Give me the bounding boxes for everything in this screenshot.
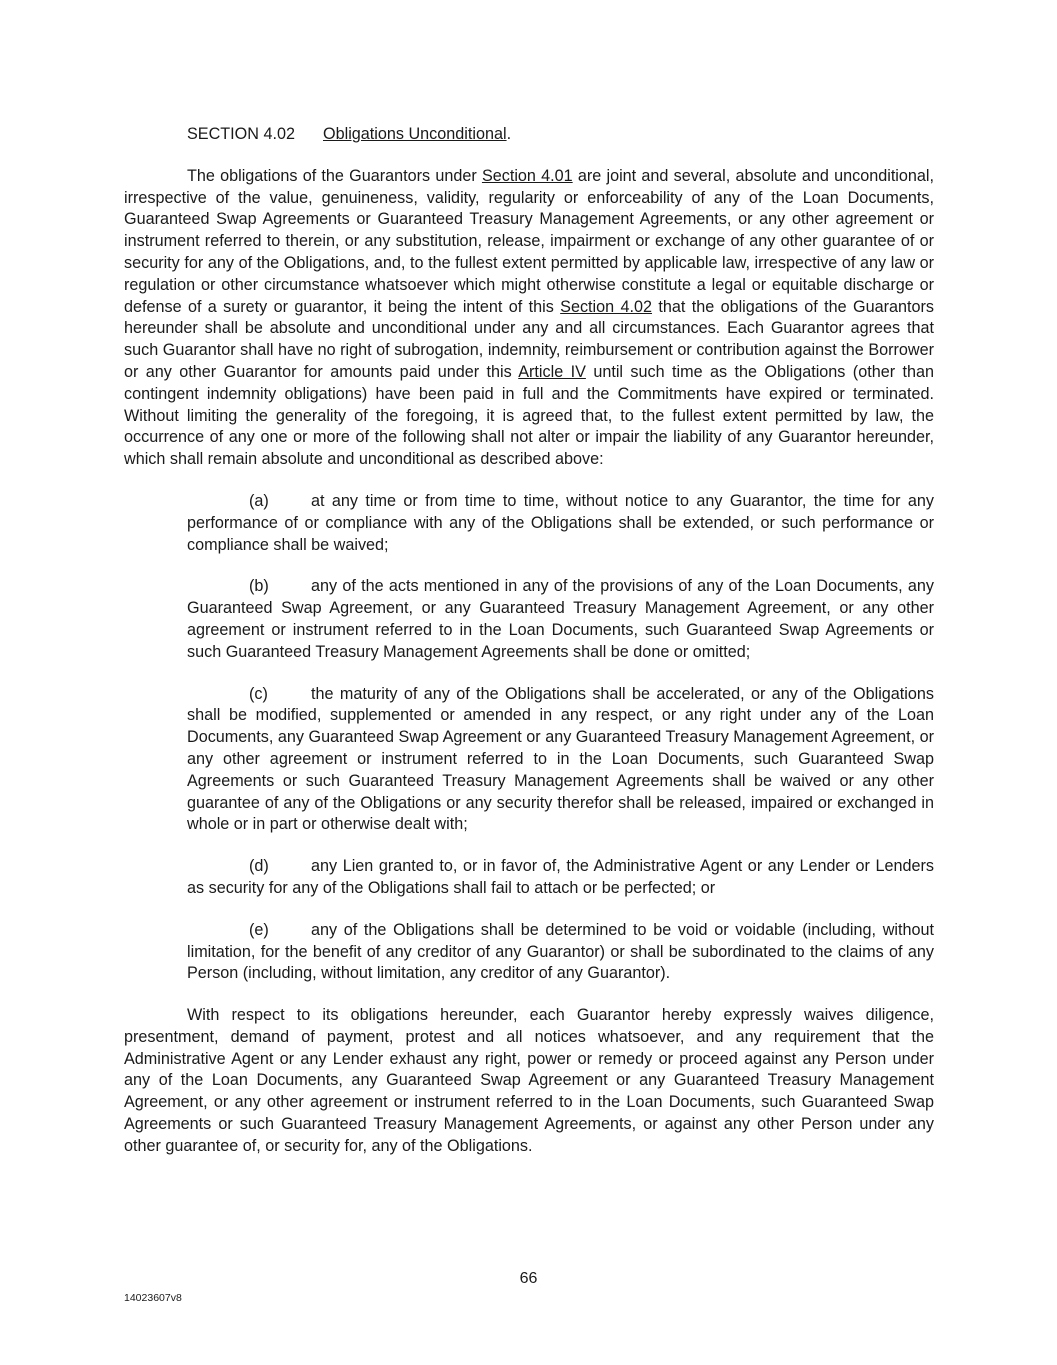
item-label: (d) <box>249 857 269 876</box>
item-text: the maturity of any of the Obligations shall be accelerated, or any of the Obligations shall be modified, supplemented or amended in any respect, or any right under any of the Loan Documents, any Guaranteed Swap Agreement or any Guaranteed Treasury Management Agreement, or any other agreement or instrument referred to in the Loan Documents, such Guaranteed Swap Agreements or such Guaranteed Treasury Management Agreements shall be waived or any other guarantee of any of the Obligations or any security therefor shall be released, impaired or exchanged in whole or in part or otherwise dealt with; <box>187 684 934 834</box>
item-text: any of the Obligations shall be determined to be void or voidable (including, without limitation, for the benefit of any creditor of any Guarantor) or shall be subordinated to the claims of any Person (including, without limitation, any creditor of any Guarantor). <box>187 920 934 983</box>
page-content <box>124 124 934 1178</box>
list-item <box>187 684 934 837</box>
paragraph-text: are joint and several, absolute and unconditional, irrespective of the value, genuineness, validity, regularity or enforceability of any of the Loan Documents, Guaranteed Swap Agreements or Guaranteed Treasury Management Agreements, or any other agreement or instrument referred to therein, or any substitution, release, impairment or exchange of any other guarantee of or security for any of the Obligations, and, to the fullest extent permitted by applicable law, irrespective of any law or regulation or other circumstance whatsoever which might otherwise constitute a legal or equitable discharge or defense of a surety or guarantor, it being the intent of this <box>124 166 935 316</box>
paragraph-text: The obligations of the Guarantors under <box>187 166 482 185</box>
enumerated-list <box>187 491 934 985</box>
section-heading <box>124 124 934 146</box>
section-title: Obligations Unconditional <box>323 125 507 143</box>
document-id: 14023607v8 <box>124 1292 182 1304</box>
obligations-paragraph <box>124 166 934 471</box>
item-text: any Lien granted to, or in favor of, the Administrative Agent or any Lender or Lenders as security for any of the Obligations shall fail to attach or be perfected; or <box>187 857 934 897</box>
item-label: (a) <box>249 491 269 510</box>
section-4-02-reference: Section 4.02 <box>560 297 653 316</box>
item-text: any of the acts mentioned in any of the provisions of any of the Loan Documents, any Guaranteed Swap Agreement, or any Guaranteed Treasury Management Agreement, or any other agreement or instrument referred to in the Loan Documents, such Guaranteed Swap Agreements or such Guaranteed Treasury Management Agreements shall be done or omitted; <box>187 577 934 661</box>
item-label: (c) <box>249 684 268 703</box>
list-item <box>187 920 934 985</box>
article-iv-reference: Article IV <box>518 362 586 381</box>
list-item <box>187 856 934 900</box>
section-number: SECTION 4.02 <box>187 125 295 143</box>
waiver-paragraph: With respect to its obligations hereunder, each Guarantor hereby expressly waives diligence, presentment, demand of payment, protest and all notices whatsoever, and any requirement that the Administrative Agent or any Lender exhaust any right, power or remedy or proceed against any Person under any of the Loan Documents, any Guaranteed Swap Agreement or any Guaranteed Treasury Management Agreement, or any other agreement or instrument referred to in the Loan Documents, such Guaranteed Swap Agreements or such Guaranteed Treasury Management Agreements, or against any other Person under any other guarantee of, or security for, any of the Obligations. <box>124 1006 934 1155</box>
list-item <box>187 576 934 663</box>
list-item <box>187 491 934 556</box>
item-label: (e) <box>249 920 269 939</box>
section-title-suffix: . <box>506 125 512 143</box>
item-label: (b) <box>249 577 269 596</box>
page-number: 66 <box>519 1270 538 1287</box>
item-text: at any time or from time to time, without notice to any Guarantor, the time for any performance of or compliance with any of the Obligations shall be extended, or such performance or compliance shall be waived; <box>187 491 934 554</box>
paragraph-text: until such time as the Obligations (other than contingent indemnity obligations) have been paid in full and the Commitments have expired or terminated. Without limiting the generality of the foregoing, it is agreed that, to the fullest extent permitted by law, the occurrence of any one or more of the following shall not alter or impair the liability of any Guarantor hereunder, which shall remain absolute and unconditional as described above: <box>124 362 935 469</box>
section-4-01-reference: Section 4.01 <box>481 166 573 185</box>
paragraph-text: that the obligations of the Guarantors hereunder shall be absolute and unconditional under any and all circumstances. Each Guarantor agrees that such Guarantor shall have no right of subrogation, indemnity, reimbursement or contribution against the Borrower or any other Guarantor for amounts paid under this <box>124 297 934 381</box>
